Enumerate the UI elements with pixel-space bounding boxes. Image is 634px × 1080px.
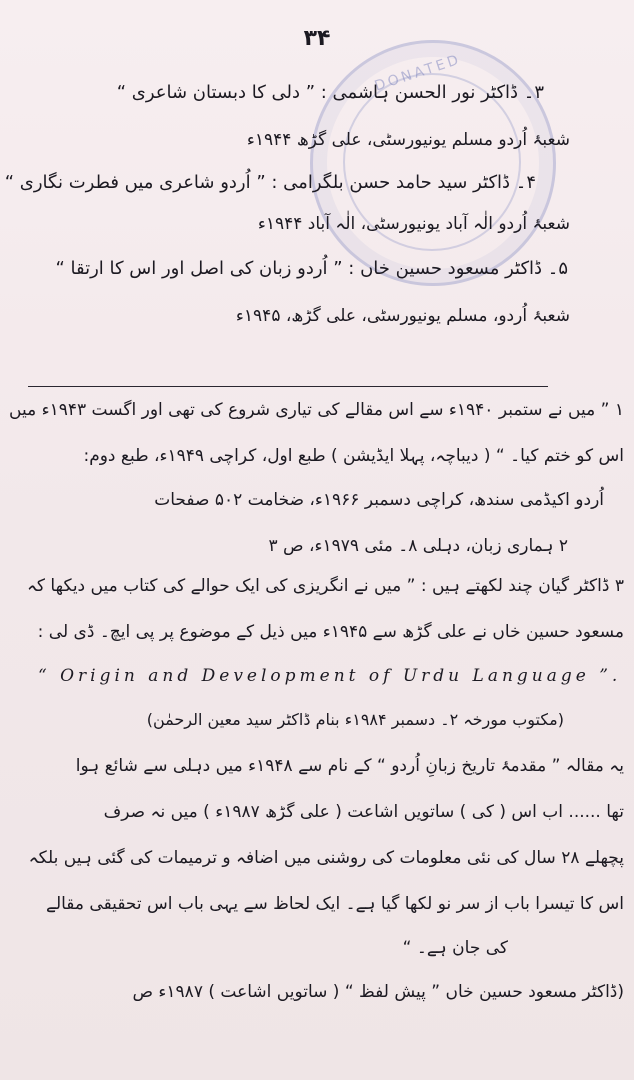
- footnote-3-quote-line-1: یہ مقالہ ” مقدمۂ تاریخ زبانِ اُردو “ کے نام سے ۱۹۴۸ء میں دہلی سے شائع ہوا: [75, 756, 624, 776]
- footnote-1-line-1: ۱ ” میں نے ستمبر ۱۹۴۰ء سے اس مقالے کی تیاری شروع کی تھی اور اگست ۱۹۴۳ء میں: [9, 400, 624, 420]
- reference-5-details: شعبۂ اُردو، مسلم یونیورسٹی، علی گڑھ، ۱۹۴۵ء: [235, 306, 570, 326]
- footnote-3-quote-line-3: پچھلے ۲۸ سال کی نئی معلومات کی روشنی میں اضافہ و ترمیمات کی گئی ہیں بلکہ: [28, 848, 624, 868]
- reference-4-details: شعبۂ اُردو الٰہ آباد یونیورسٹی، الٰہ آباد ۱۹۴۴ء: [257, 214, 570, 234]
- reference-4-title: ۴۔ ڈاکٹر سید حامد حسن بلگرامی : ” اُردو شاعری میں فطرت نگاری “: [4, 172, 536, 193]
- footnote-3-quote-line-2: تھا ...... اب اس ( کی ) ساتویں اشاعت ( علی گڑھ ۱۹۸۷ء ) میں نہ صرف: [103, 802, 624, 822]
- footnote-1-line-3: اُردو اکیڈمی سندھ، کراچی دسمبر ۱۹۶۶ء، ضخامت ۵۰۲ صفحات: [154, 490, 604, 510]
- footnote-3-source: (ڈاکٹر مسعود حسین خاں ” پیش لفظ “ ( ساتویں اشاعت ) ۱۹۸۷ء ص: [132, 982, 624, 1002]
- reference-5-title: ۵۔ ڈاکٹر مسعود حسین خاں : ” اُردو زبان کی اصل اور اس کا ارتقا “: [55, 258, 568, 279]
- footnote-3-letter-citation: (مکتوب مورخہ ۲۔ دسمبر ۱۹۸۴ء بنام ڈاکٹر سید معین الرحمٰن): [146, 710, 564, 729]
- footnote-divider: [28, 386, 548, 387]
- reference-3-details: شعبۂ اُردو مسلم یونیورسٹی، علی گڑھ ۱۹۴۴ء: [246, 130, 570, 150]
- reference-3-title: ۳۔ ڈاکٹر نور الحسن ہاشمی : ” دلی کا دبستان شاعری “: [116, 82, 544, 103]
- footnote-1-line-2: اس کو ختم کیا۔ “ ( دیباچہ، پہلا ایڈیشن ) طبع اول، کراچی ۱۹۴۹ء، طبع دوم:: [83, 446, 624, 466]
- footnote-3-line-2: مسعود حسین خاں نے علی گڑھ سے ۱۹۴۵ء میں ذیل کے موضوع پر پی ایچ۔ ڈی لی :: [37, 622, 624, 642]
- library-stamp: [310, 40, 556, 286]
- page-number: ۳۴: [303, 26, 331, 51]
- footnote-3-english-title: “ Origin and Development of Urdu Language ”.: [38, 666, 622, 686]
- stamp-text: DONATED: [372, 51, 464, 95]
- footnote-3-quote-line-5: کی جان ہے۔ “: [402, 938, 508, 958]
- footnote-3-line-1: ۳ ڈاکٹر گیان چند لکھتے ہیں : ” میں نے انگریزی کی ایک حوالے کی کتاب میں دیکھا کہ: [26, 576, 624, 596]
- footnote-3-quote-line-4: اس کا تیسرا باب از سر نو لکھا گیا ہے۔ ایک لحاظ سے یہی باب اس تحقیقی مقالے: [45, 894, 624, 914]
- footnote-2: ۲ ہماری زبان، دہلی ۸۔ مئی ۱۹۷۹ء، ص ۳: [268, 536, 568, 556]
